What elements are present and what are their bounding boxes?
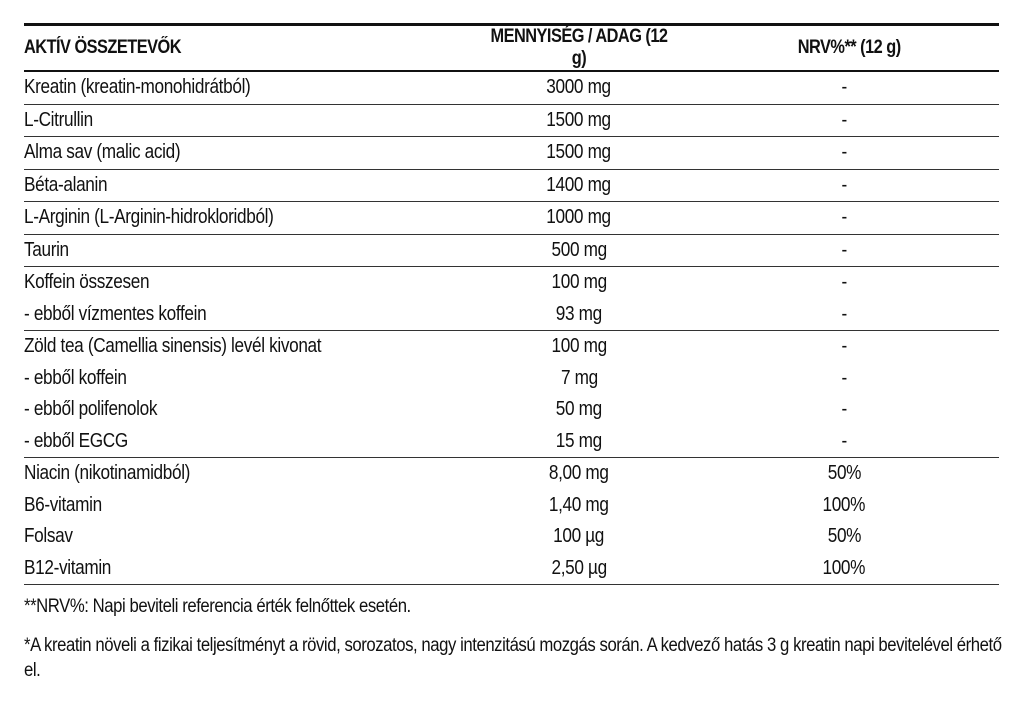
ingredient-nrv: - <box>841 141 847 164</box>
table-row <box>24 202 999 235</box>
table-row <box>24 426 999 458</box>
table-row <box>24 169 999 202</box>
ingredient-amount: 100 mg <box>551 271 607 294</box>
ingredient-amount: 100 µg <box>553 525 605 548</box>
ingredient-name: B6-vitamin <box>24 493 102 516</box>
ingredient-name: Niacin (nikotinamidból) <box>24 462 191 485</box>
table-row <box>24 490 999 522</box>
active-ingredients-table <box>24 23 999 585</box>
ingredient-name: Koffein összesen <box>24 271 150 294</box>
ingredient-name: Folsav <box>24 525 73 548</box>
ingredient-nrv: - <box>841 173 847 196</box>
table-header-row <box>24 25 999 72</box>
creatine-footnote: *A kreatin növeli a fizikai teljesítményt a rövid, sorozatos, nagy intenzitású mozgás során. A kedvező hatás 3 g kreatin napi bevitelével érhető el. <box>24 635 1002 681</box>
ingredient-name: L-Citrullin <box>24 108 93 131</box>
ingredient-nrv: - <box>841 206 847 229</box>
ingredient-nrv: 50% <box>827 462 861 485</box>
table-row <box>24 104 999 137</box>
table-row <box>24 267 999 299</box>
ingredient-amount: 8,00 mg <box>549 462 609 485</box>
ingredient-name: Béta-alanin <box>24 173 108 196</box>
ingredient-nrv: - <box>841 366 847 389</box>
table-row <box>24 331 999 363</box>
ingredient-name: - ebből koffein <box>24 366 127 389</box>
ingredient-name: - ebből vízmentes koffein <box>24 302 207 325</box>
ingredient-name: Zöld tea (Camellia sinensis) levél kivonat <box>24 335 322 358</box>
ingredient-nrv: 50% <box>827 525 861 548</box>
ingredient-amount: 50 mg <box>555 398 603 421</box>
ingredients-table-container <box>24 23 999 585</box>
table-row <box>24 394 999 426</box>
footnotes <box>24 594 1009 683</box>
table-row <box>24 299 999 331</box>
ingredient-name: Alma sav (malic acid) <box>24 141 181 164</box>
table-row <box>24 71 999 104</box>
table-row <box>24 521 999 553</box>
ingredient-amount: 15 mg <box>555 429 603 452</box>
ingredient-nrv: - <box>841 108 847 131</box>
ingredient-name: Taurin <box>24 238 69 261</box>
ingredient-amount: 1000 mg <box>546 206 612 229</box>
ingredient-name: - ebből EGCG <box>24 429 128 452</box>
ingredient-amount: 500 mg <box>551 238 607 261</box>
ingredient-amount: 3000 mg <box>546 76 612 99</box>
ingredient-amount: 93 mg <box>555 302 603 325</box>
ingredient-amount: 1500 mg <box>546 141 612 164</box>
ingredient-nrv: - <box>841 302 847 325</box>
table-row <box>24 553 999 585</box>
ingredient-amount: 100 mg <box>551 335 607 358</box>
ingredient-nrv: - <box>841 76 847 99</box>
ingredient-nrv: 100% <box>822 556 866 579</box>
ingredient-amount: 7 mg <box>560 366 598 389</box>
ingredient-amount: 1,40 mg <box>549 493 609 516</box>
ingredient-name: L-Arginin (L-Arginin-hidrokloridból) <box>24 206 274 229</box>
header-amount: MENNYISÉG / ADAG (12 g) <box>490 26 668 69</box>
ingredient-name: - ebből polifenolok <box>24 398 158 421</box>
ingredient-amount: 2,50 µg <box>551 556 607 579</box>
ingredient-name: B12-vitamin <box>24 556 112 579</box>
ingredient-nrv: - <box>841 271 847 294</box>
table-row <box>24 363 999 395</box>
ingredient-nrv: - <box>841 429 847 452</box>
ingredient-nrv: - <box>841 238 847 261</box>
ingredient-nrv: 100% <box>822 493 866 516</box>
table-row <box>24 137 999 170</box>
ingredient-name: Kreatin (kreatin-monohidrátból) <box>24 76 251 99</box>
table-row <box>24 458 999 490</box>
nrv-footnote: **NRV%: Napi beviteli referencia érték felnőttek esetén. <box>24 596 411 617</box>
table-row <box>24 234 999 267</box>
ingredient-nrv: - <box>841 398 847 421</box>
ingredient-amount: 1400 mg <box>546 173 612 196</box>
ingredient-amount: 1500 mg <box>546 108 612 131</box>
header-ingredient: AKTÍV ÖSSZETEVŐK <box>24 37 181 58</box>
header-nrv: NRV%** (12 g) <box>797 37 901 58</box>
ingredient-nrv: - <box>841 335 847 358</box>
